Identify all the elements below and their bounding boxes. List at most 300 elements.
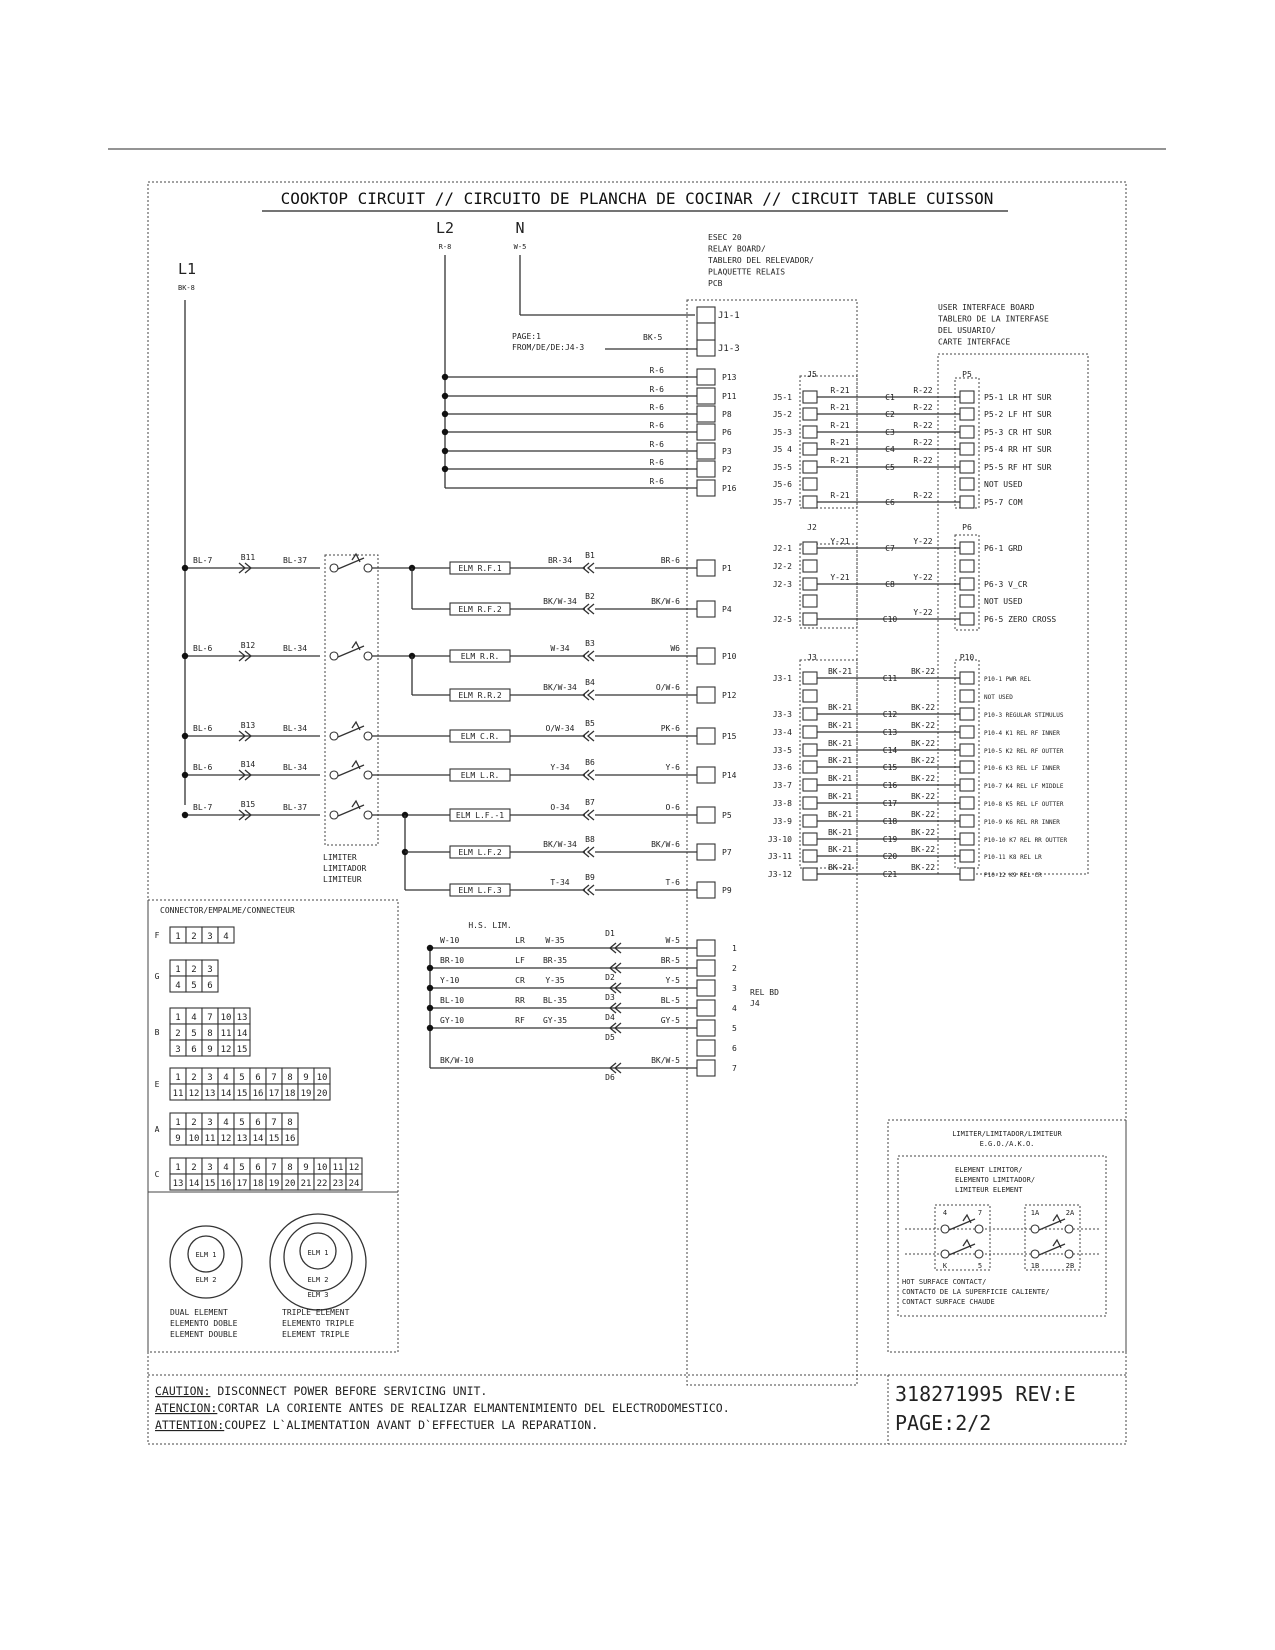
element-connector-label: B1: [585, 551, 595, 560]
ui-harness-pin: J3-6: [772, 763, 792, 772]
relay-j4-pin-label: 3: [732, 984, 737, 993]
connector-cell-number: 22: [316, 1179, 328, 1189]
connector-cell-number: 19: [268, 1179, 280, 1189]
triple-element-outer-label: ELM 3: [307, 1291, 329, 1299]
dual-element-caption: ELEMENTO DOBLE: [170, 1319, 238, 1328]
ui-harness-wire-label: BK-22: [910, 810, 936, 819]
limiter-box: [325, 555, 378, 845]
relay-pin-label: P5: [722, 811, 732, 820]
ui-pin-function: NOT USED: [984, 597, 1023, 606]
ui-harness-pin: J3-12: [767, 870, 792, 879]
l1-connector-label: B15: [240, 800, 256, 809]
relay-board-title: PCB: [708, 279, 723, 288]
ui-pin-function: P6-5 ZERO CROSS: [984, 615, 1057, 624]
ui-pin-box: [803, 461, 817, 473]
ui-harness-pin: J5-7: [772, 498, 792, 507]
ui-harness-wire-label: BK-22: [910, 774, 936, 783]
connector-cell-number: 14: [252, 1134, 264, 1144]
ui-harness-name: J2: [807, 523, 817, 532]
ui-pin-box: [960, 595, 974, 607]
dual-element-inner-label: ELM 1: [195, 1251, 217, 1259]
connector-cell-number: 7: [271, 1073, 277, 1083]
ui-harness-conn: C1: [885, 393, 895, 402]
ui-harness-name: P6: [962, 523, 972, 532]
limiter-terminal-label: K: [942, 1262, 948, 1270]
caution-line: [155, 1401, 730, 1415]
relay-pin-box: [697, 560, 715, 576]
l1-branch-wire-label: BL-37: [282, 556, 308, 565]
relay-pin-box: [697, 687, 715, 703]
switch-contact: [364, 771, 372, 779]
hs-lim-diode-label: D5: [605, 1033, 615, 1042]
connector-cell-number: 19: [300, 1089, 312, 1099]
junction-dot: [182, 653, 188, 659]
relay-pin-box: [697, 369, 715, 385]
l2-feed-wire-label: R-6: [649, 477, 664, 486]
limiter-caption: LIMITEUR: [323, 875, 362, 884]
ui-harness-conn: C16: [882, 781, 898, 790]
connector-cell-number: 5: [239, 1163, 245, 1173]
connector-cell-number: 2: [191, 1118, 197, 1128]
element-connector-label: B2: [585, 592, 595, 601]
ui-harness-conn: C20: [882, 852, 898, 861]
relay-pin-box: [697, 728, 715, 744]
connector-cell-number: 13: [204, 1089, 216, 1099]
connector-cell-number: 1: [175, 1073, 181, 1083]
connector-cell-number: 2: [191, 1163, 197, 1173]
relay-pin-label: P12: [722, 691, 737, 700]
junction-dot: [442, 448, 448, 454]
switch-contact: [975, 1225, 983, 1233]
limiter-caption: LIMITADOR: [323, 864, 367, 873]
connector-cell-number: 14: [188, 1179, 200, 1189]
ui-harness-conn: C3: [885, 428, 895, 437]
ui-pin-box: [803, 496, 817, 508]
l1-branch-wire-label: BL-6: [193, 724, 213, 733]
hs-lim-diode-label: D6: [605, 1073, 615, 1082]
connector-cell-number: 6: [191, 1045, 197, 1055]
ui-harness-pin: J3-9: [772, 817, 792, 826]
ui-pin-function: P10-9 K6 REL RR INNER: [984, 819, 1060, 826]
connector-cell-number: 17: [236, 1179, 248, 1189]
ui-pin-box: [960, 690, 974, 702]
element-label: ELM R.F.2: [458, 605, 502, 614]
ui-harness-wire-label: R-22: [913, 438, 933, 447]
caution-text: CORTAR LA CORIENTE ANTES DE REALIZAR ELMANTENIMIENTO DEL ELECTRODOMESTICO.: [217, 1401, 730, 1415]
ui-harness-wire-label: Y-22: [913, 608, 933, 617]
switch-contact: [330, 771, 338, 779]
connector-cell-number: 5: [191, 981, 197, 991]
switch-contact: [1065, 1250, 1073, 1258]
l1-connector-label: B14: [240, 760, 256, 769]
ui-harness-wire-label: R-22: [913, 386, 933, 395]
relay-pin-box: [697, 424, 715, 440]
connector-cell-number: 2: [191, 1073, 197, 1083]
junction-dot: [427, 965, 433, 971]
limiter-legend-subtitle: E.G.O./A.K.O.: [979, 1140, 1035, 1148]
relay-pin-label: P16: [722, 484, 737, 493]
ui-pin-function: P6-1 GRD: [984, 544, 1023, 553]
element-wire-label: O-6: [665, 803, 680, 812]
element-label: ELM R.R.: [460, 652, 500, 661]
ui-pin-function: P10-5 K2 REL RF OUTTER: [984, 748, 1064, 755]
switch-contact: [330, 732, 338, 740]
element-wire-label: O/W-34: [545, 724, 575, 733]
relay-j4-pin-label: 2: [732, 964, 737, 973]
connector-cell-number: 7: [207, 1013, 213, 1023]
ui-pin-box: [960, 672, 974, 684]
ui-harness-conn: C19: [882, 835, 898, 844]
relay-pin-box: [697, 844, 715, 860]
ui-pin-function: P10-7 K4 REL LF MIDDLE: [984, 783, 1064, 790]
l1-branch-wire-label: BL-7: [193, 556, 213, 565]
ui-harness-wire-label: BK-22: [910, 721, 936, 730]
element-wire-label: O/W-6: [655, 683, 680, 692]
connector-cell-number: 6: [255, 1163, 261, 1173]
hs-lim-in-wire: BR-10: [440, 956, 465, 965]
ui-harness-wire-label: R-22: [913, 421, 933, 430]
ui-pin-box: [803, 408, 817, 420]
limiter-terminal-label: 2A: [1065, 1209, 1075, 1217]
junction-dot: [182, 772, 188, 778]
hs-lim-in-wire: Y-10: [440, 976, 460, 985]
limiter-legend-footer: CONTACTO DE LA SUPERFICIE CALIENTE/: [902, 1288, 1050, 1296]
relay-board-title: RELAY BOARD/: [708, 244, 766, 254]
ui-harness-wire-label: R-21: [830, 456, 850, 465]
triple-element-caption: ELEMENTO TRIPLE: [282, 1319, 355, 1328]
hs-lim-title: H.S. LIM.: [468, 921, 512, 930]
junction-dot: [442, 466, 448, 472]
element-connector-label: B9: [585, 873, 595, 882]
limiter-legend-title: LIMITER/LIMITADOR/LIMITEUR: [952, 1130, 1062, 1138]
ui-harness-conn: C12: [882, 710, 898, 719]
ui-harness-name: J5: [807, 370, 817, 379]
connector-cell-number: 23: [332, 1179, 344, 1189]
connector-cell-number: 10: [188, 1134, 200, 1144]
ui-pin-box: [803, 426, 817, 438]
relay-pin-label: P1: [722, 564, 732, 573]
ui-harness-name: P5: [962, 370, 972, 379]
hs-lim-wire-label: BR-35: [542, 956, 568, 965]
relay-pin-box: [697, 601, 715, 617]
connector-cell-number: 10: [316, 1073, 328, 1083]
ui-harness-wire-label: BK-21: [827, 703, 853, 712]
hs-lim-wire-label: Y-35: [545, 976, 565, 985]
ui-harness-pin: J5 4: [772, 445, 792, 454]
ui-pin-box: [803, 391, 817, 403]
hs-lim-position: RF: [515, 1016, 525, 1025]
switch-contact: [364, 811, 372, 819]
ui-harness-conn: C4: [885, 445, 895, 454]
relay-j4-pin-box: [697, 980, 715, 996]
connector-type-label: B: [154, 1028, 160, 1037]
connector-cell-number: 4: [175, 981, 181, 991]
connector-cell-number: 16: [252, 1089, 264, 1099]
triple-element-caption: ELEMENT TRIPLE: [282, 1330, 350, 1339]
hs-lim-wire-label: GY-35: [542, 1016, 568, 1025]
connector-type-label: E: [154, 1080, 160, 1089]
l1-branch-wire-label: BL-7: [193, 803, 213, 812]
relay-pin-label: P9: [722, 886, 732, 895]
l2-feed-wire-label: R-6: [649, 458, 664, 467]
connector-cell-number: 7: [271, 1118, 277, 1128]
connector-cell-number: 10: [316, 1163, 328, 1173]
ui-pin-box: [960, 613, 974, 625]
page-ref-line: FROM/DE/DE:J4-3: [512, 343, 585, 352]
relay-pin-label: P4: [722, 605, 732, 614]
relay-board-title: ESEC 20: [708, 233, 742, 242]
connector-cell-number: 13: [172, 1179, 184, 1189]
ui-pin-box: [960, 496, 974, 508]
ui-harness-wire-label: BK-21: [827, 774, 853, 783]
caution-line: [155, 1384, 487, 1398]
switch-blade: [338, 558, 364, 569]
pin-box: [697, 340, 715, 356]
caution-heading: ATENCION:: [155, 1401, 218, 1415]
relay-j4-pin-label: 7: [732, 1064, 737, 1073]
pin-box: [697, 323, 715, 340]
relay-pin-label: P2: [722, 465, 732, 474]
l1-branch-wire-label: BL-6: [193, 644, 213, 653]
connector-cell-number: 21: [300, 1179, 312, 1189]
element-connector-label: B8: [585, 835, 595, 844]
relay-j4-label: J4: [750, 999, 760, 1008]
ui-pin-function: P10-10 K7 REL RR OUTTER: [984, 837, 1068, 844]
supply-l1-wire: BK-8: [178, 284, 195, 292]
ui-harness-conn: C13: [882, 728, 898, 737]
connector-cell-number: 14: [220, 1089, 232, 1099]
hs-lim-position: RR: [515, 996, 525, 1005]
ui-harness-wire-label: BK-21: [827, 810, 853, 819]
hs-lim-wire-label: BK/W-5: [651, 1056, 680, 1065]
element-connector-label: B7: [585, 798, 595, 807]
switch-blade: [1039, 1219, 1065, 1230]
switch-contact: [364, 732, 372, 740]
ui-pin-box: [960, 708, 974, 720]
ui-harness-wire-label: Y-22: [913, 573, 933, 582]
hs-lim-wire-label: W-35: [545, 936, 565, 945]
ui-pin-box: [803, 708, 817, 720]
limiter-legend-inner-title: ELEMENTO LIMITADOR/: [955, 1176, 1036, 1184]
relay-j4-pin-box: [697, 940, 715, 956]
element-connector-label: B6: [585, 758, 595, 767]
ui-harness-pin: J3-1: [772, 674, 792, 683]
connector-cell-number: 2: [191, 965, 197, 975]
connector-cell-number: 15: [204, 1179, 216, 1189]
hs-lim-position: CR: [515, 976, 525, 985]
ui-pin-box: [960, 744, 974, 756]
ui-pin-function: P10-11 K8 REL LR: [984, 854, 1042, 861]
ui-harness-wire-label: BK-21: [827, 792, 853, 801]
supply-l2-label: L2: [435, 219, 455, 237]
limiter-legend-footer: CONTACT SURFACE CHAUDE: [902, 1298, 995, 1306]
connector-cell-number: 9: [207, 1045, 213, 1055]
l1-connector-label: B11: [240, 553, 256, 562]
connector-cell-number: 4: [223, 1163, 229, 1173]
ui-harness-conn: C6: [885, 498, 895, 507]
hs-lim-wire-label: BL-5: [660, 996, 680, 1005]
element-wire-label: BK/W-6: [651, 597, 680, 606]
connector-cell-number: 15: [236, 1089, 248, 1099]
ui-harness-conn: C14: [882, 746, 898, 755]
ui-harness-conn: C2: [885, 410, 895, 419]
limiter-terminal-label: 7: [977, 1209, 983, 1217]
switch-contact: [941, 1250, 949, 1258]
connector-cell-number: 3: [207, 932, 213, 942]
supply-l2-wire: R-8: [438, 243, 452, 251]
ui-harness-wire-label: BK-21: [827, 756, 853, 765]
limiter-terminal-label: 1B: [1030, 1262, 1040, 1270]
connector-cell-number: 20: [316, 1089, 328, 1099]
ui-pin-function: P10-3 REGULAR STIMULUS: [984, 712, 1064, 719]
ui-harness-conn: C15: [882, 763, 898, 772]
hs-lim-diode-label: D3: [605, 993, 615, 1002]
hs-lim-diode-label: D2: [605, 973, 615, 982]
element-label: ELM L.F.2: [458, 848, 502, 857]
limiter-terminal-label: 1A: [1030, 1209, 1040, 1217]
connector-cell-number: 8: [287, 1118, 293, 1128]
ui-harness-wire-label: BK-22: [910, 863, 936, 872]
connector-cell-number: 1: [175, 1013, 181, 1023]
connector-cell-number: 18: [284, 1089, 296, 1099]
switch-blade: [338, 765, 364, 776]
ui-pin-box: [960, 815, 974, 827]
ui-harness-name: J3: [807, 653, 817, 662]
switch-contact: [330, 652, 338, 660]
ui-pin-box: [960, 868, 974, 880]
switch-contact: [330, 564, 338, 572]
switch-contact: [364, 564, 372, 572]
limiter-terminal-label: 4: [942, 1209, 948, 1217]
ui-harness-wire-label: R-22: [913, 456, 933, 465]
ui-pin-box: [960, 578, 974, 590]
connector-cell-number: 20: [284, 1179, 296, 1189]
hs-lim-wire-label: Y-5: [665, 976, 680, 985]
ui-harness-pin: J3-10: [767, 835, 792, 844]
ui-harness-pin: J3-11: [767, 852, 792, 861]
ui-pin-function: P10-1 PWR REL: [984, 676, 1031, 683]
relay-pin-label: P3: [722, 447, 732, 456]
connector-cell-number: 11: [220, 1029, 232, 1039]
connector-type-label: A: [154, 1125, 160, 1134]
hs-lim-position: LF: [515, 956, 525, 965]
relay-pin-box: [697, 388, 715, 404]
ui-pin-function: NOT USED: [984, 694, 1013, 701]
limiter-legend-inner-title: ELEMENT LIMITOR/: [955, 1166, 1023, 1174]
connector-cell-number: 10: [220, 1013, 232, 1023]
connector-cell-number: 1: [175, 1163, 181, 1173]
relay-j4-label: REL BD: [750, 988, 779, 997]
relay-j4-pin-label: 1: [732, 944, 737, 953]
relay-pin-label: P15: [722, 732, 737, 741]
junction-dot: [442, 429, 448, 435]
connector-cell-number: 11: [204, 1134, 216, 1144]
l1-branch-wire-label: BL-34: [282, 644, 308, 653]
connector-cell-number: 14: [236, 1029, 248, 1039]
ui-pin-function: P5-4 RR HT SUR: [984, 445, 1052, 454]
connector-legend-title: CONNECTOR/EMPALME/CONNECTEUR: [160, 906, 295, 915]
relay-j1-pin: J1-3: [718, 344, 740, 354]
ui-pin-function: P5-7 COM: [984, 498, 1023, 507]
element-wire-label: O-34: [550, 803, 570, 812]
relay-j1-pin: J1-1: [718, 311, 740, 321]
element-connector-label: B3: [585, 639, 595, 648]
diagram-title: COOKTOP CIRCUIT // CIRCUITO DE PLANCHA DE COCINAR // CIRCUIT TABLE CUISSON: [280, 189, 994, 208]
ui-harness-pin: J5-3: [772, 428, 792, 437]
ui-harness-wire-label: R-21: [830, 421, 850, 430]
connector-cell-number: 1: [175, 965, 181, 975]
ui-harness-wire-label: BK-22: [910, 828, 936, 837]
limiter-terminal-label: 5: [977, 1262, 983, 1270]
ui-harness-conn: C11: [882, 674, 898, 683]
switch-blade: [949, 1244, 975, 1255]
element-connector-label: B4: [585, 678, 595, 687]
relay-pin-box: [697, 461, 715, 477]
ui-pin-box: [803, 797, 817, 809]
element-label: ELM L.F.3: [458, 886, 502, 895]
ui-pin-box: [803, 744, 817, 756]
element-wire-label: BR-6: [660, 556, 680, 565]
dual-element-caption: ELEMENT DOUBLE: [170, 1330, 238, 1339]
switch-contact: [975, 1250, 983, 1258]
ui-harness-conn: C21: [882, 870, 898, 879]
element-wire-label: BK/W-34: [543, 840, 577, 849]
caution-text: DISCONNECT POWER BEFORE SERVICING UNIT.: [210, 1384, 488, 1398]
relay-board-title: PLAQUETTE RELAIS: [708, 267, 786, 277]
dual-element-outer-label: ELM 2: [195, 1276, 217, 1284]
limiter-legend-inner-title: LIMITEUR ELEMENT: [955, 1186, 1023, 1194]
junction-dot: [427, 1005, 433, 1011]
switch-contact: [330, 811, 338, 819]
junction-dot: [427, 985, 433, 991]
connector-cell-number: 12: [348, 1163, 360, 1173]
ui-pin-box: [960, 797, 974, 809]
ui-harness-wire-label: BK-22: [910, 756, 936, 765]
hs-lim-diode-label: D4: [605, 1013, 615, 1022]
connector-cell-number: 4: [223, 932, 229, 942]
ui-pin-box: [960, 726, 974, 738]
connector-type-label: G: [154, 972, 160, 981]
relay-j4-pin-box: [697, 1000, 715, 1016]
ui-harness-wire-label: R-21: [830, 491, 850, 500]
l1-branch-wire-label: BL-37: [282, 803, 308, 812]
l1-branch-wire-label: BL-34: [282, 763, 308, 772]
connector-cell-number: 4: [223, 1118, 229, 1128]
hs-lim-in-wire: BL-10: [440, 996, 465, 1005]
ui-pin-box: [803, 690, 817, 702]
relay-j4-pin-label: 4: [732, 1004, 737, 1013]
hs-lim-in-wire: W-10: [440, 936, 460, 945]
connector-type-label: C: [154, 1170, 160, 1179]
ui-pin-function: P10-8 K5 REL LF OUTTER: [984, 801, 1064, 808]
connector-cell-number: 13: [236, 1013, 248, 1023]
relay-pin-label: P8: [722, 410, 732, 419]
hs-lim-wire-label: GY-5: [660, 1016, 680, 1025]
ui-pin-box: [960, 833, 974, 845]
junction-dot: [442, 411, 448, 417]
element-wire-label: T-34: [550, 878, 570, 887]
element-label: ELM L.F.-1: [455, 811, 505, 820]
page-ref-line: PAGE:1: [512, 332, 541, 341]
switch-contact: [1031, 1250, 1039, 1258]
connector-cell-number: 8: [287, 1073, 293, 1083]
ui-pin-box: [960, 426, 974, 438]
connector-cell-number: 1: [175, 1118, 181, 1128]
caution-line: [155, 1418, 598, 1432]
ui-harness-pin: J2-3: [772, 580, 792, 589]
switch-contact: [941, 1225, 949, 1233]
page-ref-wire: BK-5: [643, 333, 663, 342]
